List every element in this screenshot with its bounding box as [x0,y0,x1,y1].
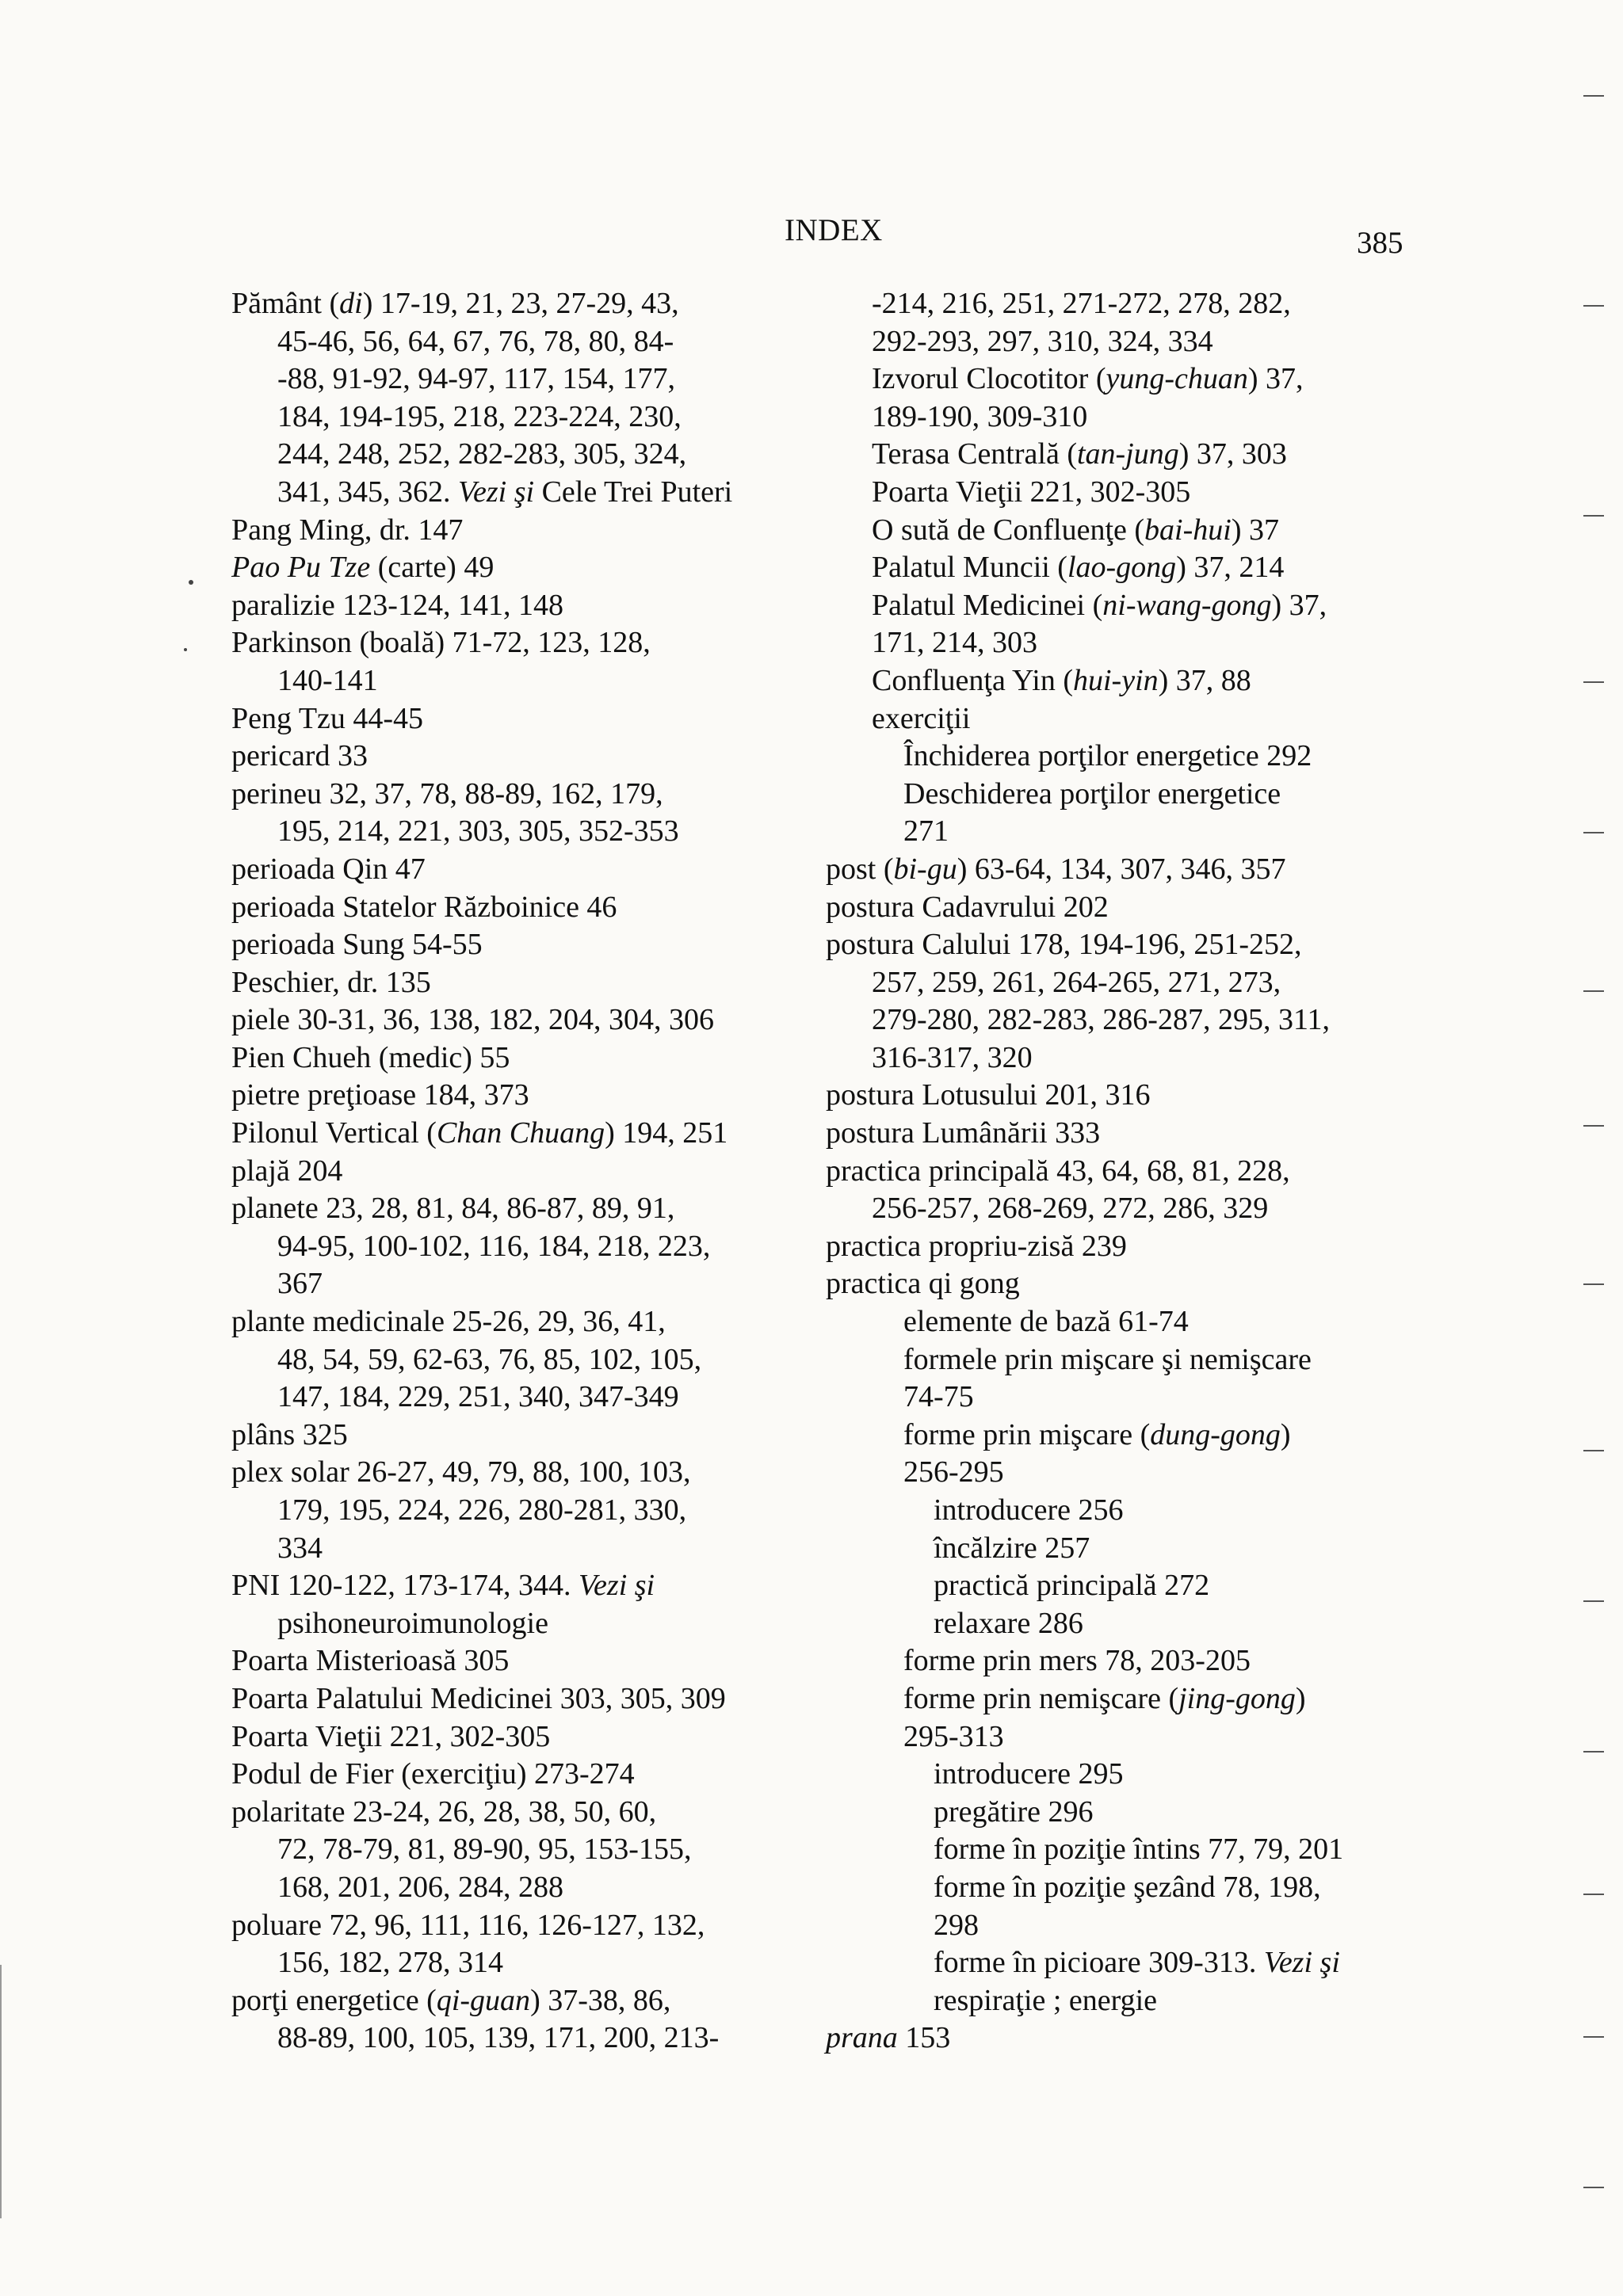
index-line [231,889,818,927]
index-text-italic: Vezi şi [579,1569,655,1603]
index-text: ) 37, [1271,588,1327,622]
index-line [826,1794,1428,1832]
index-line [826,1228,1428,1266]
index-text: 88-89, 100, 105, 139, 171, 200, 213- [277,2021,720,2055]
index-line [231,1303,818,1341]
scan-speck [184,648,187,651]
index-line [826,813,1428,851]
index-line [231,851,818,889]
index-text: pericard 33 [231,739,368,773]
index-line [826,474,1428,512]
index-column-right [826,285,1428,2058]
index-text: porţi energetice ( [231,1983,437,2017]
index-line [826,323,1428,361]
index-text: 94-95, 100-102, 116, 184, 218, 223, [277,1229,711,1263]
index-line [231,1718,818,1756]
index-line [826,1756,1428,1794]
index-text: elemente de bază 61-74 [903,1305,1189,1339]
index-text-italic: bai-hui [1144,513,1232,547]
index-text: Izvorul Clocotitor ( [872,362,1106,396]
index-text: 45-46, 56, 64, 67, 76, 78, 80, 84- [277,324,674,358]
index-line [826,1605,1428,1643]
index-text: Cele Trei Puteri [534,475,733,509]
index-line [231,1794,818,1832]
scan-tick [1583,305,1604,307]
index-line [826,1001,1428,1039]
index-text: -214, 216, 251, 271-272, 278, 282, [872,287,1291,320]
scan-tick [1583,1600,1604,1602]
index-text: Poarta Palatului Medicinei 303, 305, 309 [231,1681,726,1715]
index-line [231,474,818,512]
index-line [826,1265,1428,1303]
index-line [826,587,1428,625]
index-line [231,1944,818,1982]
index-line [826,1982,1428,2020]
index-line [826,436,1428,474]
index-line [231,399,818,437]
index-text: 195, 214, 221, 303, 305, 352-353 [277,814,679,849]
index-line [826,1567,1428,1605]
index-text: practica principală 43, 64, 68, 81, 228, [826,1154,1290,1188]
scan-edge-line [0,1965,2,2218]
index-text: 244, 248, 252, 282-283, 305, 324, [277,437,687,471]
index-text: perioada Sung 54-55 [231,928,483,962]
index-text: 184, 194-195, 218, 223-224, 230, [277,399,682,433]
index-line [231,1642,818,1680]
index-text-italic: Vezi şi [458,475,535,509]
index-text: postura Cadavrului 202 [826,890,1109,924]
index-line [231,776,818,814]
index-line [231,1530,818,1568]
index-text-italic: dung-gong [1150,1417,1281,1451]
index-line [826,1303,1428,1341]
scan-tick [1583,2187,1604,2188]
scan-tick [1583,2036,1604,2038]
index-text: practica qi gong [826,1267,1020,1301]
index-text: 298 [934,1908,979,1942]
index-line [826,1718,1428,1756]
index-line [826,964,1428,1002]
index-text: ) 17-19, 21, 23, 27-29, 43, [362,287,679,320]
index-text: ) 37, 303 [1178,437,1287,471]
index-text: Pământ ( [231,287,340,320]
index-line [231,1153,818,1191]
index-line [826,1417,1428,1455]
index-text: exerciţii [872,701,971,735]
index-text: 48, 54, 59, 62-63, 76, 85, 102, 105, [277,1342,702,1376]
index-text: Parkinson (boală) 71-72, 123, 128, [231,626,651,660]
index-line [826,549,1428,587]
index-line [231,738,818,776]
index-text: Confluenţa Yin ( [872,663,1073,697]
index-text: 168, 201, 206, 284, 288 [277,1870,563,1904]
scan-tick [1583,990,1604,992]
index-text: ) 37, [1247,362,1304,396]
index-text: Pilonul Vertical ( [231,1116,437,1150]
index-text-italic: tan-jung [1076,437,1179,471]
index-text: psihoneuroimunologie [277,1606,548,1640]
index-text: plâns 325 [231,1417,348,1451]
index-text: 334 [277,1531,323,1565]
index-line [231,1265,818,1303]
index-line [826,1642,1428,1680]
page-number: 385 [1357,226,1403,260]
index-text-italic: di [339,287,363,320]
index-text: pietre preţioase 184, 373 [231,1078,529,1112]
index-text-italic: Vezi şi [1263,1946,1340,1980]
index-line [231,436,818,474]
index-text-italic: bi-gu [893,852,957,886]
index-text: 74-75 [903,1380,974,1414]
index-line [826,624,1428,662]
index-text: introducere 256 [934,1493,1124,1527]
index-line [231,1115,818,1153]
index-line [231,549,818,587]
index-text-italic: Pao Pu Tze [231,551,371,585]
index-text: postura Lotusului 201, 316 [826,1078,1151,1112]
index-line [231,1907,818,1945]
index-line [826,1831,1428,1869]
index-text: Peschier, dr. 135 [231,965,431,999]
index-line [826,1869,1428,1907]
scan-tick [1583,1894,1604,1895]
index-line [231,1982,818,2020]
index-text: Închiderea porţilor energetice 292 [903,739,1312,773]
index-line [231,285,818,323]
index-line [231,1869,818,1907]
index-text: Palatul Muncii ( [872,551,1067,585]
index-text: O sută de Confluenţe ( [872,513,1145,547]
running-head: INDEX [785,213,883,247]
index-text: plante medicinale 25-26, 29, 36, 41, [231,1305,666,1339]
index-text-italic: jing-gong [1178,1681,1296,1715]
index-line [231,1077,818,1115]
index-text: planete 23, 28, 81, 84, 86-87, 89, 91, [231,1192,675,1226]
index-text: forme prin mişcare ( [903,1417,1151,1451]
index-text: plajă 204 [231,1154,343,1188]
index-text: forme prin mers 78, 203-205 [903,1644,1251,1678]
index-line [826,1492,1428,1530]
index-text-italic: qi-guan [436,1983,531,2017]
index-line [231,1379,818,1417]
index-line [231,1341,818,1379]
index-line [231,1228,818,1266]
index-text: practică principală 272 [934,1569,1210,1603]
scan-tick [1583,832,1604,833]
index-line [826,662,1428,700]
index-line [231,323,818,361]
index-text: Peng Tzu 44-45 [231,701,424,735]
index-text: 257, 259, 261, 264-265, 271, 273, [872,965,1281,999]
index-text: Terasa Centrală ( [872,437,1077,471]
index-text: plex solar 26-27, 49, 79, 88, 100, 103, [231,1455,691,1489]
scan-tick [1583,1125,1604,1127]
index-line [231,512,818,550]
index-text: respiraţie ; energie [934,1983,1158,2017]
index-text: 271 [903,814,949,849]
index-text: forme în poziţie întins 77, 79, 201 [934,1833,1344,1867]
index-text: 279-280, 282-283, 286-287, 295, 311, [872,1003,1331,1037]
index-text: 189-190, 309-310 [872,399,1088,433]
index-line [826,1039,1428,1077]
index-line [826,776,1428,814]
index-text: ) 37, 88 [1158,663,1251,697]
index-text: 153 [897,2021,951,2055]
index-line [826,1680,1428,1718]
index-line [826,512,1428,550]
index-text: 179, 195, 224, 226, 280-281, 330, [277,1493,687,1527]
index-text: practica propriu-zisă 239 [826,1229,1127,1263]
index-text: ) 37-38, 86, [530,1983,671,2017]
index-line [826,360,1428,399]
index-line [826,889,1428,927]
index-text: postura Lumânării 333 [826,1116,1101,1150]
index-line [231,1001,818,1039]
index-line [826,1153,1428,1191]
index-text: pregătire 296 [934,1794,1094,1829]
index-line [231,1039,818,1077]
index-text-italic: yung-chuan [1106,362,1248,396]
index-line [826,1454,1428,1492]
index-line [231,1567,818,1605]
index-line [826,1944,1428,1982]
index-line [231,700,818,738]
index-text: piele 30-31, 36, 138, 182, 204, 304, 306 [231,1003,715,1037]
index-text: forme prin nemişcare ( [903,1681,1179,1715]
index-line [231,1417,818,1455]
scan-tick [1583,1751,1604,1753]
index-text: forme în poziţie şezând 78, 198, [934,1870,1321,1904]
index-text: 147, 184, 229, 251, 340, 347-349 [277,1380,679,1414]
index-text-italic: Chan Chuang [436,1116,605,1150]
index-line [826,926,1428,964]
index-text: 171, 214, 303 [872,626,1037,660]
index-text: 295-313 [903,1719,1004,1753]
index-line [231,1680,818,1718]
index-text: ) 63-64, 134, 307, 346, 357 [957,852,1286,886]
index-text: perioada Statelor Războinice 46 [231,890,617,924]
index-text: ) 37 [1231,513,1279,547]
index-line [826,1379,1428,1417]
index-line [826,285,1428,323]
index-text: -88, 91-92, 94-97, 117, 154, 177, [277,362,676,396]
index-line [826,700,1428,738]
index-line [826,738,1428,776]
index-text: încălzire 257 [934,1531,1090,1565]
index-text: forme în picioare 309-313. [934,1946,1264,1980]
index-line [826,1341,1428,1379]
index-text: Podul de Fier (exerciţiu) 273-274 [231,1757,635,1791]
index-text: ) 194, 251 [605,1116,728,1150]
index-line [826,1530,1428,1568]
index-line [826,399,1428,437]
index-text: PNI 120-122, 173-174, 344. [231,1569,579,1603]
index-line [826,1907,1428,1945]
scan-speck [189,580,193,585]
index-line [231,624,818,662]
scan-tick [1583,681,1604,683]
index-text-italic: lao-gong [1067,551,1177,585]
index-text: postura Calului 178, 194-196, 251-252, [826,928,1302,962]
index-line [826,851,1428,889]
index-line [231,2019,818,2058]
scan-margin-marks [1560,0,1623,2296]
index-text: paralizie 123-124, 141, 148 [231,588,563,622]
index-text: ) 37, 214 [1176,551,1285,585]
index-line [231,1605,818,1643]
index-text: Pien Chueh (medic) 55 [231,1040,510,1074]
index-line [826,1190,1428,1228]
index-text: Pang Ming, dr. 147 [231,513,464,547]
index-text: Palatul Medicinei ( [872,588,1103,622]
index-text: (carte) 49 [370,551,495,585]
index-text: 316-317, 320 [872,1040,1033,1074]
index-line [826,2019,1428,2058]
scan-tick [1583,515,1604,517]
index-text: introducere 295 [934,1757,1124,1791]
index-text: 156, 182, 278, 314 [277,1946,503,1980]
index-text: 256-257, 268-269, 272, 286, 329 [872,1192,1269,1226]
index-text-italic: hui-yin [1073,663,1159,697]
scan-tick [1583,1450,1604,1451]
index-text: 72, 78-79, 81, 89-90, 95, 153-155, [277,1833,692,1867]
index-line [231,1454,818,1492]
index-line [231,587,818,625]
index-line [231,1756,818,1794]
index-text: ) [1295,1681,1306,1715]
index-text: post ( [826,852,894,886]
index-line [231,1190,818,1228]
index-line [231,813,818,851]
scan-tick [1583,1283,1604,1285]
index-column-left [231,285,818,2058]
index-text: ) [1280,1417,1291,1451]
index-text: Poarta Vieţii 221, 302-305 [231,1719,551,1753]
index-text: perioada Qin 47 [231,852,426,886]
index-line [231,662,818,700]
index-text: Poarta Misterioasă 305 [231,1644,510,1678]
index-line [231,964,818,1002]
index-text-italic: prana [826,2021,898,2055]
index-line [231,1492,818,1530]
index-text: polaritate 23-24, 26, 28, 38, 50, 60, [231,1794,657,1829]
scan-tick [1583,95,1604,97]
index-line [826,1077,1428,1115]
index-text: 341, 345, 362. [277,475,458,509]
index-text: 292-293, 297, 310, 324, 334 [872,324,1213,358]
index-text: formele prin mişcare şi nemişcare [903,1342,1312,1376]
index-line [231,1831,818,1869]
index-text: poluare 72, 96, 111, 116, 126-127, 132, [231,1908,705,1942]
index-text: relaxare 286 [934,1606,1083,1640]
index-text: 140-141 [277,663,378,697]
index-line [826,1115,1428,1153]
index-text: perineu 32, 37, 78, 88-89, 162, 179, [231,776,663,810]
index-line [231,360,818,399]
index-text: Poarta Vieţii 221, 302-305 [872,475,1191,509]
index-text: 256-295 [903,1455,1004,1489]
index-text: 367 [277,1267,323,1301]
index-text-italic: ni-wang-gong [1102,588,1272,622]
index-text: Deschiderea porţilor energetice [903,776,1281,810]
index-line [231,926,818,964]
